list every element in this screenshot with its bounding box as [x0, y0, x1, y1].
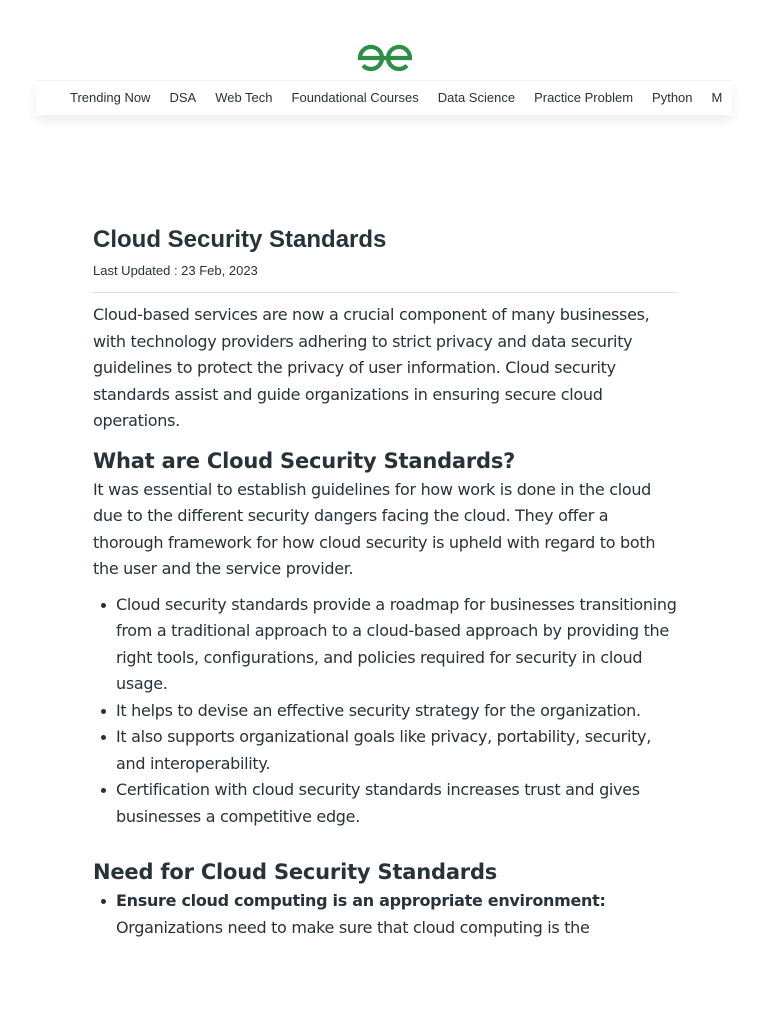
nav-item-web-tech[interactable]: Web Tech — [215, 89, 273, 105]
intro-paragraph: Cloud-based services are now a crucial component of many businesses, with technology providers adhering to strict privacy and data security guidelines to protect the privacy of user information. Cloud security standards assist and guide organizations in ensuring secure cloud operations. — [93, 305, 650, 430]
list-item — [93, 888, 677, 941]
nav-item-practice-problem[interactable]: Practice Problem — [534, 89, 634, 105]
article — [93, 224, 677, 941]
bullet-list-need — [93, 888, 677, 941]
top-navigation — [36, 80, 732, 115]
section-paragraph: It was essential to establish guidelines for how work is done in the cloud due to the different security dangers facing the cloud. They offer a thorough framework for how cloud security is upheld with regard to both the user and the service provider. — [93, 479, 656, 578]
nav-item-foundational-courses[interactable]: Foundational Courses — [291, 89, 419, 105]
list-item: Certification with cloud security standards increases trust and gives businesses a competitive edge. — [93, 777, 677, 830]
divider — [93, 292, 677, 293]
page-title: Cloud Security Standards — [93, 226, 387, 253]
list-item: It helps to devise an effective security strategy for the organization. — [93, 698, 677, 725]
section-heading-need: Need for Cloud Security Standards — [93, 860, 498, 884]
nav-item-trending-now[interactable]: Trending Now — [70, 89, 151, 105]
nav-item-dsa[interactable]: DSA — [169, 89, 197, 105]
section-heading-what-are: What are Cloud Security Standards? — [93, 448, 516, 473]
nav-item-data-science[interactable]: Data Science — [437, 89, 516, 105]
gfg-logo-icon[interactable] — [355, 43, 415, 73]
bullet-list — [93, 592, 677, 831]
bullet-bold-lead: Ensure cloud computing is an appropriate environment: — [116, 891, 606, 910]
nav-item-more[interactable]: M — [711, 89, 723, 105]
list-item: It also supports organizational goals like privacy, portability, security, and interoperability. — [93, 724, 677, 777]
bullet-text: Organizations need to make sure that cloud computing is the — [116, 917, 590, 937]
last-updated: Last Updated : 23 Feb, 2023 — [93, 263, 258, 278]
nav-items — [70, 81, 732, 113]
list-item: Cloud security standards provide a roadmap for businesses transitioning from a traditional approach to a cloud-based approach by providing the right tools, configurations, and policies required for security in cloud usage. — [93, 592, 677, 698]
nav-item-python[interactable]: Python — [652, 89, 693, 105]
